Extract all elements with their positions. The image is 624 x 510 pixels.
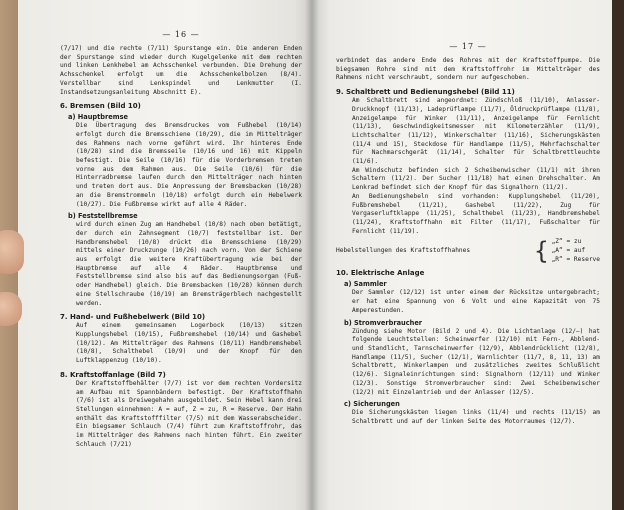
- valve-positions-row: [336, 238, 600, 264]
- section-10c-text: Die Sicherungskästen liegen links (11/4) und rechts (11/15) am Schaltbrett und auf der linken Seite des Motorraumes (12/7).: [352, 409, 600, 425]
- section-6-heading: 6. Bremsen (Bild 10): [60, 102, 141, 111]
- section-10-heading: 10. Elektrische Anlage: [336, 269, 425, 278]
- right-intro-text: verbindet das andere Ende des Rohres mit der Kraftstoffpumpe. Die biegsamen Rohre sind mit dem Kraftstoffrohr im Mittelträger des Rahmens nicht verschraubt, sondern nur aufgeschoben.: [336, 57, 600, 82]
- section-7-text: Auf einem gemeinsamen Logerbock (10/13) sitzen Kupplungshebel (10/15), Fußbremshebel (10/14) und Gashebel (10/12). Am Mittelträger des Rahmens (10/11) Handbremshebel (10/8), Schalthebel (10/9) und der Knopf für den Luftklappenzug (10/10).: [76, 322, 302, 365]
- section-9-heading: 9. Schaltbrett und Bedienungshebel (Bild 11): [336, 88, 515, 97]
- section-10b-title: b) Stromverbraucher: [344, 318, 423, 327]
- valve-option-reserve: „R“ = Reserve: [551, 255, 600, 263]
- section-6b-title: b) Feststellbremse: [68, 212, 138, 221]
- valve-positions-label: Hebelstellungen des Kraftstoffhahnes: [336, 247, 471, 255]
- left-intro-text: (7/17) und die rechte (7/11) Spurstange ein. Die anderen Enden der Spurstange sind wieder durch Kugelgelenke mit dem rechten und linken Lenkhebel am Achsschenkel verbunden. Die Drehung der Achsschenkel erfolgt um die Achsschenkelbolzen (8/4). Verstellbar sind Lenkspindel und Lenkmutter (I. Instandsetzungsanleitung Abschnitt E).: [60, 45, 302, 96]
- section-9-paragraph-2: Am Windschutz befinden sich 2 Scheibenwischer (11/1) mit ihren Schaltern (11/2). Der Sucher (11/18) hat einen Drehschalter. Am Lenkrad befindet sich der Knopf für das Signalhorn (11/2).: [352, 166, 600, 192]
- left-page: [18, 0, 312, 510]
- section-10c-title: c) Sicherungen: [344, 400, 400, 409]
- thumb-lower: [0, 292, 22, 326]
- section-8-heading: 8. Kraftstoffanlage (Bild 7): [60, 370, 166, 379]
- table-surface: [610, 0, 624, 510]
- valve-option-zu: „Z“ = zu: [551, 238, 582, 246]
- section-8-text: Der Kraftstoffbehälter (7/7) ist vor dem rechten Vordersitz am Aufbau mit Spannbändern befestigt. Der Kraftstoffhahn (7/6) ist als Dreiwegehahn ausgebildet. Sein Hebel kann drei Stellungen einnehmen: A = auf, Z = zu, R = Reserve. Der Hahn enthält das Kraftstofffilter (7/5) mit dem Wasserabscheider. Ein biegsamer Schlauch (7/4) führt zum Kraftstoffrohr, das im Mittelträger des Rahmens nach hinten führt. Ein zweiter Schlauch (7/21): [76, 379, 302, 448]
- thumb-upper: [0, 230, 24, 274]
- valve-option-auf: „A“ = auf: [551, 247, 586, 255]
- section-9-paragraph-3: An Bedienungshebeln sind vorhanden: Kupplungshebel (11/20), Fußbremshebel (11/21), Gashebel (11/22), Zug für Vergaserluftklappe (11/25), Schalthebel (11/23), Handbremshebel (11/24), Kraftstoffhahn mit Filter (11/17), Fußschalter für Fernlicht (11/19).: [352, 192, 600, 235]
- section-6a-text: Die Übertragung des Bremsdruckes vom Fußhebel (10/14) erfolgt durch die Bremsschiene (10/29), die im Mittelträger des Rahmens nach vorne geführt wird. Ihr hinteres Ende (10/28) sind die Bremsseile (10/16 und 16) mit Kippeln befestigt. Die Seile (10/16) für die Vorderbremsen treten vorne aus dem Rahmen aus. Die Seile (10/6) für die Hinterradbremse laufen durch den Mittelträger nach hinten und treten dort aus. Die Anpressung der Bremsbacken (10/28) an die Bremstrommeln (10/18) erfolgt durch ein Hebelwerk (10/27). Die Fußbremse wirkt auf alle 4 Räder.: [76, 122, 302, 208]
- book-gutter: [305, 0, 319, 510]
- right-page: [312, 0, 612, 510]
- section-10a-title: a) Sammler: [344, 280, 387, 289]
- section-9-paragraph-1: Am Schaltbrett sind angeordnet: Zündschloß (11/10), Anlasser-Druckknopf (11/13), Ladeprüflampe (11/7), Öldruckprüflampe (11/8), Anzeigelampe für Winker (11/11), Anzeigelampe für Fernlicht (11/13), Geschwindigkeitsmesser mit Kilometerzähler (11/9), Lichtschalter (11/12), Winkerschalter (11/16), Sicherungskästen (11/4 und 15), Steckdose für Handlampe (11/5), Mehrfachschalter für Nachmarschgerät (11/14), Schalter für Schaltbrettleuchte (11/6).: [352, 97, 600, 166]
- section-10b-text: Zündung siehe Motor (Bild 2 und 4). Die Lichtanlage (12/—) hat folgende Leuchtstellen: Scheinwerfer (12/10) mit Fern-, Abblend- und Standlicht, Tarnscheinwerfer (12/9), Abblendrücklicht (12/8), Handlampe (11/5), Sucher (12/1), Warnlichter (11/7, 8, 11, 13) am Schaltbrett, Winkerlampen und zusätzliches zweites Schlußlicht (12/6). Signaleinrichtungen sind: Signalhorn (12/11) und Winker (12/3). Sonstige Stromverbraucher sind: Zwei Scheibenwischer (12/2) mit Einzelantrieb und der Anlasser (12/5).: [352, 327, 600, 396]
- section-7-heading: 7. Hand- und Fußhebelwerk (Bild 10): [60, 313, 206, 322]
- section-6a-title: a) Hauptbremse: [68, 113, 129, 122]
- brace-symbol: {: [534, 237, 549, 266]
- valve-positions-list: [534, 238, 600, 264]
- section-6b-text: wird durch einen Zug am Handhebel (10/8) nach oben betätigt, der durch ein Zahnsegment (10/7) feststellbar ist. Der Handbremshebel (10/8) drückt die Bremsschiene (10/29) mittels einer Druckzunge (10/26) nach vorn. Von der Schiene aus erfolgt die weitere Kraftübertragung wie bei der Hauptbremse auf alle 4 Räder. Hauptbremse und Feststellbremse sind also bis auf das Bedienungsorgan (Fuß- oder Handhebel) gleich. Die Bremsbacken (10/28) können durch eine Stellschraube (10/19) am Bremsträgerblech nachgestellt werden.: [76, 221, 302, 307]
- page-number-left: — 16 —: [162, 30, 200, 39]
- page-number-right: — 17 —: [449, 42, 487, 51]
- section-10a-text: Der Sammler (12/12) ist unter einem der Rücksitze untergebracht; er hat eine Spannung von 6 Volt und eine Kapazität von 75 Amperestunden.: [352, 289, 600, 314]
